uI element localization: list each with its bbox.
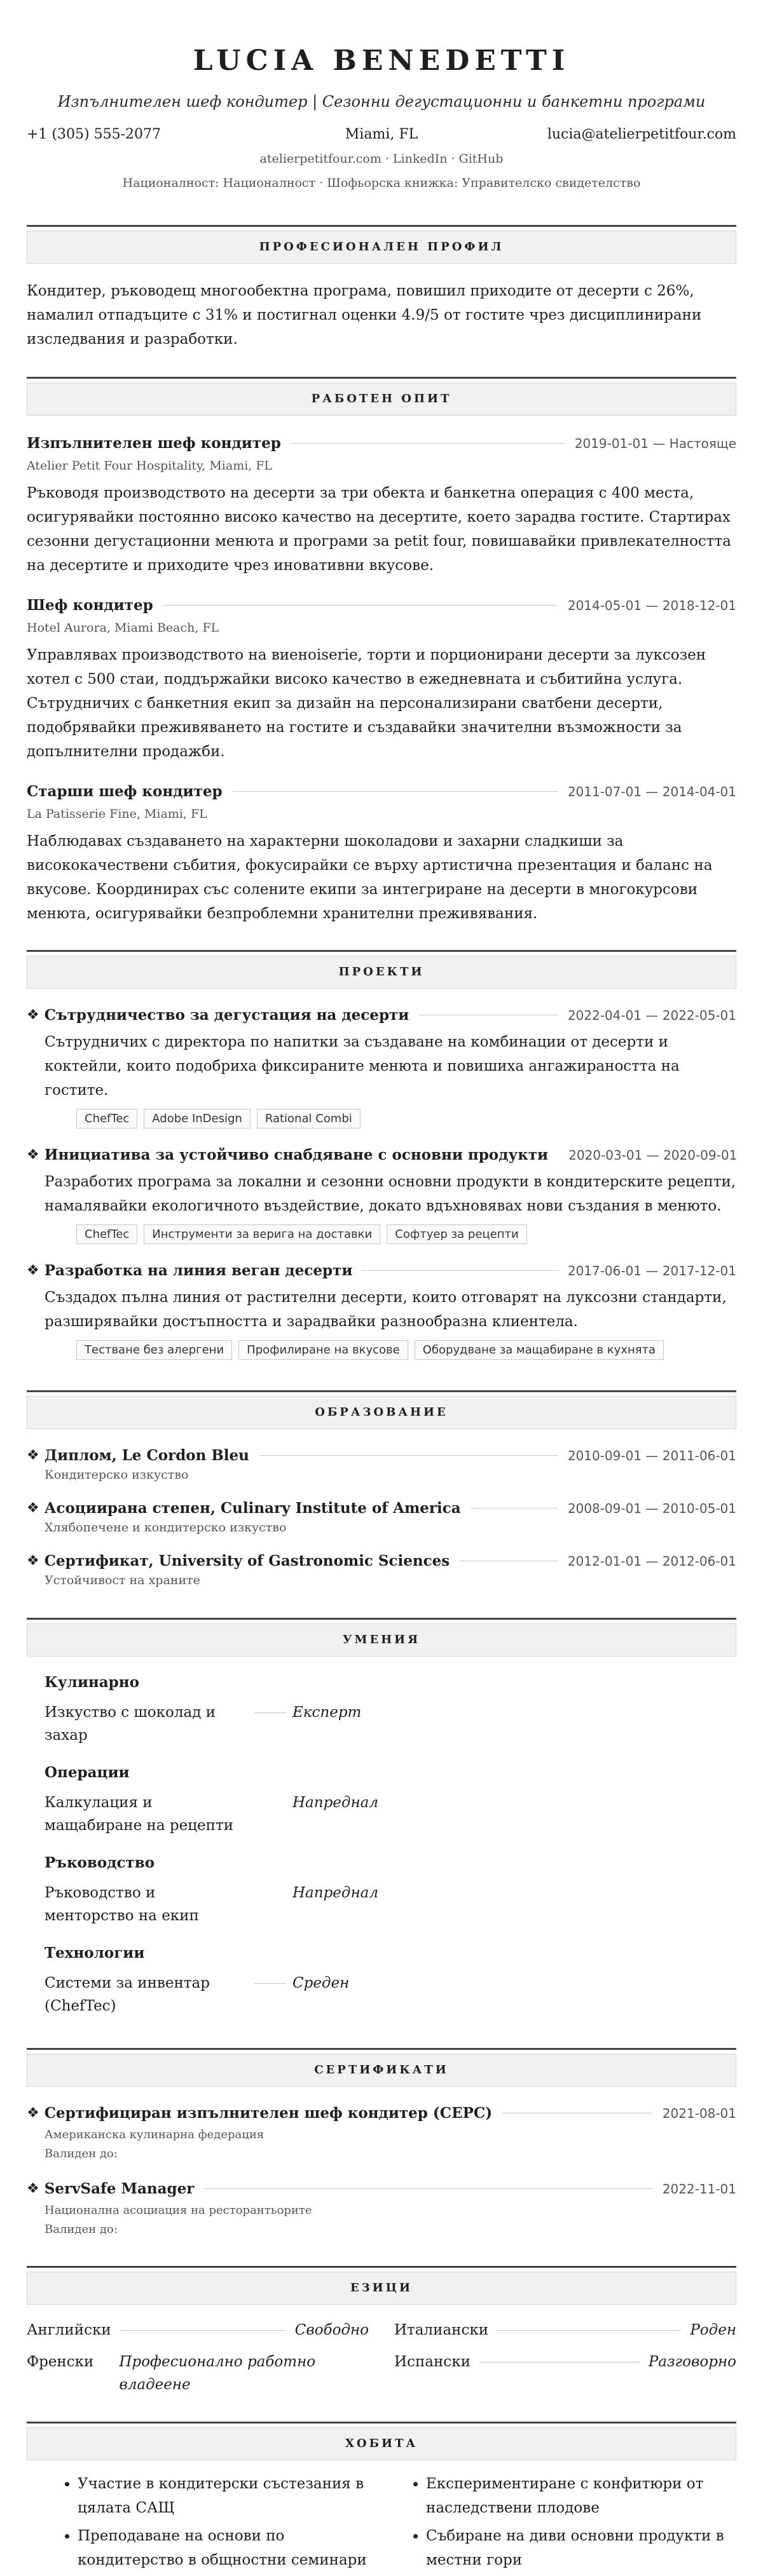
job-dates: 2011-07-01 — 2014-04-01 [567,783,736,799]
project-title: Сътрудничество за дегустация на десерти [44,1007,409,1024]
project-entry [27,1262,736,1360]
diamond-bullet-icon: ❖ [27,1447,39,1463]
section-title: ПРОФЕСИОНАЛЕН ПРОФИЛ [27,231,736,264]
skill-name: Калкулация и мащабиране на рецепти [45,1794,234,1834]
project-tags [45,1109,736,1129]
section-title: СЕРТИФИКАТИ [27,2054,736,2087]
certificate-valid-until: Валиден до: [45,2223,118,2236]
language-name: Френски [27,2354,94,2370]
skill-category-title: Ръководство [45,1854,155,1871]
tag: ChefTec [76,1224,137,1244]
job-entry [27,597,736,764]
resume-header [27,39,736,192]
education-title: Сертификат, University of Gastronomic Sciences [44,1552,450,1569]
skill-row [45,1881,401,1927]
project-title: Инициатива за устойчиво снабдяване с основни продукти [44,1146,549,1163]
language-item [394,2319,736,2342]
section-title: ХОБИТА [27,2427,736,2460]
education-dates: 2012-01-01 — 2012-06-01 [567,1553,736,1569]
project-entry [27,1146,736,1244]
skill-name: Ръководство и менторство на екип [45,1885,199,1924]
project-entry [27,1007,736,1129]
language-item [394,2350,736,2396]
tag: Adobe InDesign [144,1109,251,1129]
skill-level: Среден [292,1975,350,1991]
tag: Оборудване за мащабиране в кухнята [415,1340,664,1360]
diamond-bullet-icon: ❖ [27,1263,39,1278]
job-title: Старши шеф кондитер [27,783,223,800]
project-description: Разработих програма за локални и сезонни основни продукти в кондитерските рецепти, намалявайки екологичното въздействие, докато вдъхновявах нови създания в менюто. [45,1174,736,1214]
tag: Rational Combi [257,1109,361,1129]
project-description: Сътрудничих с директора по напитки за създаване на комбинации от десерти и коктейли, които подобриха фиксираните менюта и повишиха ангажираността на гостите. [45,1034,680,1099]
website-link[interactable]: atelierpetitfour.com [259,152,382,166]
section-header [27,1618,736,1657]
tag: Софтуер за рецепти [387,1224,526,1244]
section-title: ПРОЕКТИ [27,956,736,989]
certificate-entry [27,2105,736,2162]
language-name: Испански [394,2354,471,2370]
education-title: Диплом, Le Cordon Bleu [44,1447,249,1464]
section-header [27,2266,736,2305]
skill-row [45,1972,401,2017]
section-title: ЕЗИЦИ [27,2272,736,2305]
skill-category [27,1672,736,1747]
education-dates: 2008-09-01 — 2010-05-01 [567,1500,736,1516]
profile-text: Кондитер, ръководещ многообектна програма, повишил приходите от десерти с 26%, намалил отпадъците с 31% и постигнал оценки 4.9/5 от гостите чрез дисциплинирани изследвания и разработки. [27,283,702,348]
skill-category [27,1942,736,2017]
education-entry [27,1500,736,1535]
languages-section [27,2266,736,2396]
hobbies-section [27,2422,736,2576]
education-section [27,1390,736,1587]
profile-section [27,225,736,351]
links-row [27,150,736,168]
section-header [27,950,736,989]
link-separator: · [385,152,389,166]
language-level: Професионално работно владеене [119,2354,316,2393]
linkedin-link[interactable]: LinkedIn [392,152,448,166]
tag: Инструменти за верига на доставки [144,1224,380,1244]
projects-section [27,950,736,1360]
project-dates: 2017-06-01 — 2017-12-01 [567,1263,736,1278]
location: Miami, FL [345,126,418,142]
certificate-date: 2022-11-01 [662,2181,736,2197]
leader-line [291,443,565,444]
hobby-item: • Преподаване на основи по кондитерство в общностни семинари [78,2524,388,2572]
diamond-bullet-icon: ❖ [27,2105,39,2121]
contact-row [27,125,736,145]
language-name: Английски [27,2322,111,2338]
meta-row [27,174,736,192]
diamond-bullet-icon: ❖ [27,1500,39,1516]
hobbies-list-left [52,2472,388,2576]
meta-separator: · [319,176,324,190]
candidate-subtitle: Изпълнителен шеф кондитер | Сезонни дегустационни и банкетни програми [57,93,706,111]
skill-row [45,1701,401,1747]
skill-level: Напреднал [292,1794,379,1811]
leader-line [497,2330,681,2331]
leader-line [204,2188,652,2189]
language-item [27,2319,369,2342]
hobby-item: • Събиране на диви основни продукти в местни гори [426,2524,736,2572]
job-description: Наблюдавах създаването на характерни шоколадови и захарни сладкиши за висококачествени събития, фокусирайки се върху артистична презентация и баланс на вкусове. Координирах със солените екипи за интегриране на десерти в многокурсови менюта, осигурявайки безпроблемни хранителни преживявания. [27,833,713,922]
diamond-bullet-icon: ❖ [27,1553,39,1569]
section-header [27,225,736,264]
project-title: Разработка на линия веган десерти [44,1262,353,1279]
leader-line [120,2330,286,2331]
leader-line [259,1455,558,1456]
job-title: Изпълнителен шеф кондитер [27,435,281,452]
leader-line [233,791,558,792]
job-description: Ръководя производството на десерти за три обекта и банкетна операция с 400 места, осигурявайки постоянно високо качество на десертите, което зарадва гостите. Стартирах сезонни дегустационни менюта и програми за petit four, повишавайки привлекателността на десертите и приходите чрез иновативни вкусове. [27,485,731,574]
diamond-bullet-icon: ❖ [27,1147,39,1163]
hobby-item: • Участие в кондитерски състезания в цялата САЩ [78,2472,388,2520]
skill-name: Системи за инвентар (ChefTec) [45,1975,210,2014]
project-dates: 2022-04-01 — 2022-05-01 [567,1007,736,1023]
skills-section [27,1618,736,2017]
job-entry [27,783,736,926]
education-field: Хлябопечене и кондитерско изкуство [45,1521,287,1535]
skill-level: Напреднал [292,1885,379,1901]
section-header [27,377,736,416]
skill-category-title: Операции [45,1764,130,1781]
resume-page [27,0,736,2576]
hobby-item: • Експериментиране с конфитюри от наследствени плодове [426,2472,736,2520]
email-link[interactable]: lucia@atelierpetitfour.com [547,126,736,142]
education-field: Кондитерско изкуство [45,1468,189,1482]
leader-line [254,1712,286,1713]
section-title: РАБОТЕН ОПИТ [27,383,736,416]
language-item [27,2350,369,2396]
leader-line [362,1270,557,1271]
github-link[interactable]: GitHub [458,152,504,166]
certificate-issuer: Национална асоциация на ресторантьорите [45,2204,312,2217]
diamond-bullet-icon: ❖ [27,1007,39,1023]
job-dates: 2014-05-01 — 2018-12-01 [567,597,736,613]
project-tags [45,1340,736,1360]
link-separator: · [451,152,455,166]
education-entry [27,1447,736,1482]
skill-level: Експерт [292,1704,362,1721]
skill-category [27,1762,736,1837]
candidate-name: LUCIA BENEDETTI [193,44,570,77]
diamond-bullet-icon: ❖ [27,2181,39,2197]
section-title: УМЕНИЯ [27,1624,736,1657]
driving-license: Шофьорска книжка: Управителско свидетелство [327,176,641,190]
section-header [27,2422,736,2460]
certificate-valid-until: Валиден до: [45,2147,118,2160]
job-entry [27,435,736,578]
certificate-date: 2021-08-01 [662,2105,736,2121]
section-title: ОБРАЗОВАНИЕ [27,1396,736,1429]
tag: ChefTec [76,1109,137,1129]
section-header [27,2048,736,2087]
skill-category-title: Кулинарно [45,1674,139,1691]
job-description: Управлявах производството на виенoiserie, торти и порционирани десерти за луксозен хотел с 500 стаи, поддържайки високо качество в ежедневната и събитийна услуга. Сътрудничих с банкетния екип за дизайн на персонализирани сватбени десерти, подобрявайки преживяването на гостите и създавайки значителни възможности за допълнителни продажби. [27,647,706,760]
skill-row [45,1791,401,1837]
job-dates: 2019-01-01 — Настояще [574,435,736,451]
skill-category [27,1852,736,1927]
nationality: Националност: Националност [122,176,316,190]
certificate-title: Сертифициран изпълнителен шеф кондитер (CEPC) [44,2105,493,2122]
experience-section [27,377,736,926]
section-header [27,1390,736,1429]
language-level: Роден [690,2322,736,2338]
education-entry [27,1552,736,1587]
language-level: Свободно [294,2322,369,2338]
hobbies-grid [27,2472,736,2576]
education-field: Устойчивост на храните [45,1573,200,1587]
leader-line [254,1983,286,1984]
language-name: Италиански [394,2322,489,2338]
languages-grid [27,2319,736,2396]
language-level: Разговорно [648,2354,736,2370]
skill-name: Изкуство с шоколад и захар [45,1704,216,1744]
job-company: Atelier Petit Four Hospitality, Miami, FL [27,459,273,473]
project-description: Създадох пълна линия от растителни десерти, които отговарят на луксозни стандарти, разширявайки достъпността и зарадвайки разнообразна клиентела. [45,1289,727,1330]
skill-category-title: Технологии [45,1944,145,1962]
certificate-title: ServSafe Manager [44,2180,195,2197]
tag: Тестване без алергени [76,1340,232,1360]
certificates-section [27,2048,736,2238]
tag: Профилиране на вкусове [238,1340,408,1360]
education-dates: 2010-09-01 — 2011-06-01 [567,1447,736,1463]
job-title: Шеф кондитер [27,597,153,614]
certificate-issuer: Американска кулинарна федерация [45,2128,265,2141]
education-title: Асоциирана степен, Culinary Institute of America [44,1500,461,1517]
phone: +1 (305) 555-2077 [27,126,161,142]
job-company: La Patisserie Fine, Miami, FL [27,807,207,821]
hobbies-list-right [401,2472,736,2576]
job-company: Hotel Aurora, Miami Beach, FL [27,621,219,635]
certificate-entry [27,2180,736,2238]
leader-line [163,605,558,606]
project-dates: 2020-03-01 — 2020-09-01 [568,1147,738,1163]
project-tags [45,1224,736,1244]
